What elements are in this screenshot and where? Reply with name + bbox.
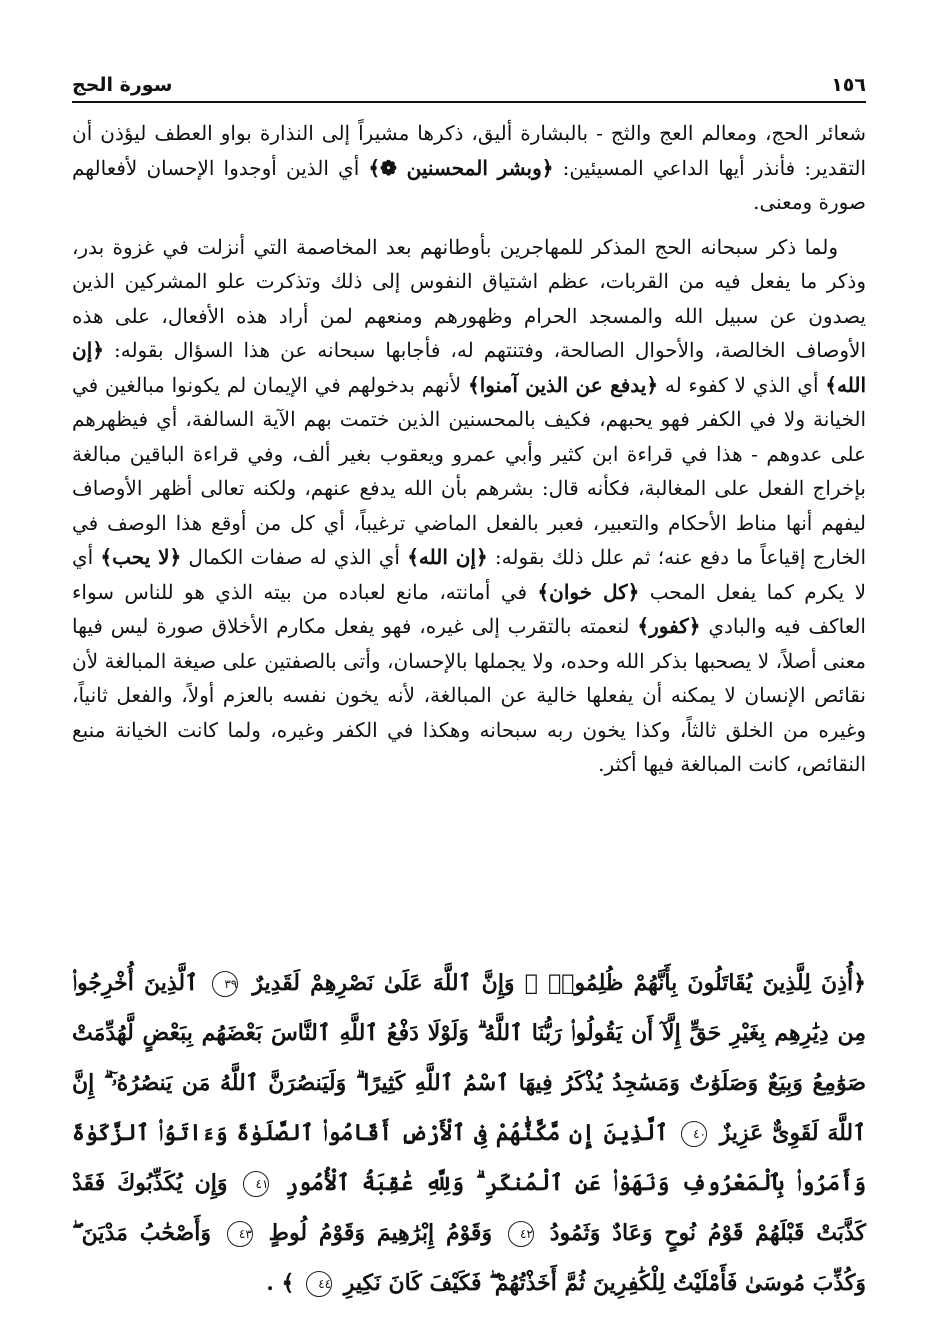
- verse-text: وَقَوْمُ إِبْرَٰهِيمَ وَقَوْمُ لُوطٍ: [256, 1220, 493, 1246]
- quran-quote: ﴿يدفع عن الذين آمنوا﴾: [467, 372, 659, 397]
- text-segment: في أمانته، مانع لعباده من بيته الذي هو للناس سواء العاكف فيه والبادي: [72, 579, 866, 638]
- verse-number-marker: ٤٢: [508, 1221, 534, 1247]
- text-segment: أي لا يكرم كما يفعل المحب: [72, 545, 866, 604]
- quran-verses-block: [72, 958, 866, 1308]
- verse-text: ٱلَّذِينَ إِن مَّكَّنَّٰهُمْ فِى ٱلْأَرْضِ أَقَامُوا۟ ٱلصَّلَوٰةَ وَءَاتَوُا۟ ٱلزَّكَوٰةَ وَأَمَرُوا۟ بِٱلْمَعْرُوفِ وَنَهَوْا۟ عَنِ ٱلْمُنكَرِ ۗ وَلِلَّهِ عَٰقِبَةُ ٱلْأُمُورِ: [72, 1120, 866, 1196]
- verse-number-marker: ٤٤: [306, 1271, 332, 1297]
- paragraph: [72, 230, 866, 782]
- quran-quote: ﴿إن الله﴾: [72, 338, 866, 397]
- verse-text: ٱلَّذِينَ أُخْرِجُوا۟ مِن دِيَٰرِهِم بِغَيْرِ حَقٍّ إِلَّآ أَن يَقُولُوا۟ رَبُّنَا ٱللَّهُ ۗ وَلَوْلَا دَفْعُ ٱللَّهِ ٱلنَّاسَ بَعْضَهُم بِبَعْضٍ لَّهُدِّمَتْ صَوَٰمِعُ وَبِيَعٌ وَصَلَوَٰتٌ وَمَسَٰجِدُ يُذْكَرُ فِيهَا ٱسْمُ ٱللَّهِ كَثِيرًا ۗ وَلَيَنصُرَنَّ ٱللَّهُ مَن يَنصُرُهُۥٓ ۗ إِنَّ ٱللَّهَ لَقَوِىٌّ عَزِيزٌ: [72, 970, 866, 1146]
- verse-number-marker: ٣٩: [212, 971, 238, 997]
- verse-number-marker: ٤٠: [681, 1121, 707, 1147]
- running-head: [72, 62, 866, 96]
- quran-quote: ﴿لا يحب﴾: [100, 545, 182, 569]
- text-segment: لأنهم بدخولهم في الإيمان لم يكونوا مبالغين في الخيانة ولا في الكفر فهو يحبهم، فكيف بالمحسنين الذين ختمت بهم الآية السالفة، أي فيظهرهم على عدوهم - هذا في قراءة ابن كثير وأبي عمرو ويعقوب بغير ألف، وفي قراءة الباقين مبالغة بإخراج الفعل على المغالبة، فكأنه قال: بشرهم بأن الله يدفع عنهم، ولكنه تعالى أظهر الأوصاف ليفهم أنها مناط الأحكام والتعبير، فعبر بالفعل الماضي ترغيباً، أي كل من أوقع هذا الوصف في الخارج إقياعاً ما دفع عنه؛ ثم علل ذلك بقوله:: [72, 372, 867, 569]
- quran-quote: ﴿وبشر المحسنين ❁﴾: [368, 155, 554, 180]
- verse-text: ﴿أُذِنَ لِلَّذِينَ يُقَاتَلُونَ بِأَنَّهُمْ ظُلِمُوا۟ ۚ وَإِنَّ ٱللَّهَ عَلَىٰ نَصْرِهِمْ لَقَدِيرٌ: [242, 970, 866, 996]
- text-segment: أي الذين أوجدوا الإحسان لأفعالهم صورة ومعنى.: [72, 155, 866, 214]
- header-rule: [72, 101, 866, 103]
- verse-text: وَأَصْحَٰبُ مَدْيَنَ ۖ وَكُذِّبَ مُوسَىٰ فَأَمْلَيْتُ لِلْكَٰفِرِينَ ثُمَّ أَخَذْتُهُمْ ۖ فَكَيْفَ كَانَ نَكِيرِ: [72, 1220, 866, 1296]
- page-number: ١٥٦: [831, 74, 866, 96]
- quran-quote: ﴿كل خوان﴾: [537, 579, 640, 604]
- text-segment: لنعمته بالتقرب إلى غيره، فهو يفعل مكارم الأخلاق صورة ليس فيها معنى أصلاً، لا يصحبها بذكر الله وحده، ولا يجملها بالإحسان، وأتى بالصفتين على صيغة المبالغة لأن نقائص الإنسان لا يمكنه أن يفعلها خالية عن المبالغة، لأنه يخون نفسه بالعزم أولاً، والفعل ثانياً، وغيره من الخلق ثالثاً، وكذا يخون ربه سبحانه وهكذا في الكفر وغيره، ولما كانت الخيانة منبع النقائص، كانت المبالغة فيها أكثر.: [72, 614, 866, 776]
- verse-number-marker: ٤٣: [227, 1221, 253, 1247]
- text-segment: أي الذي لا كفوء له: [658, 372, 826, 397]
- verse-closing-bracket: ﴾ .: [266, 1270, 295, 1296]
- text-segment: ولما ذكر سبحانه الحج المذكر للمهاجرين بأوطانهم بعد المخاصمة التي أنزلت في غزوة بدر، وذكر ما يفعل فيه من القربات، عظم اشتياق النفوس إلى ذلك وتذكرت علو المشركين الذين يصدون عن سبيل الله والمسجد الحرام وظهورهم ومنعهم لمن أراد هذه الأفعال، على هذه الأوصاف الخالصة، والأحوال الصالحة، وفتنتهم له، فأجابها سبحانه عن هذا السؤال بقوله:: [72, 234, 866, 362]
- text-segment: شعائر الحج، ومعالم العج والثج - بالبشارة أليق، ذكرها مشيراً إلى النذارة بواو العطف ليؤذن أن التقدير: فأنذر أيها الداعي المسيئين:: [72, 121, 867, 180]
- quran-quote: ﴿كفور﴾: [637, 614, 701, 638]
- quran-quote: ﴿إن الله﴾: [407, 545, 488, 569]
- text-segment: أي الذي له صفات الكمال: [181, 545, 408, 569]
- surah-title: سورة الحج: [72, 74, 173, 96]
- verse-number-marker: ٤١: [243, 1171, 269, 1197]
- commentary-text: [72, 116, 866, 792]
- verse-text: وَإِن يُكَذِّبُوكَ فَقَدْ كَذَّبَتْ قَبْلَهُمْ قَوْمُ نُوحٍ وَعَادٌ وَثَمُودُ: [72, 1170, 866, 1246]
- paragraph: [72, 116, 866, 220]
